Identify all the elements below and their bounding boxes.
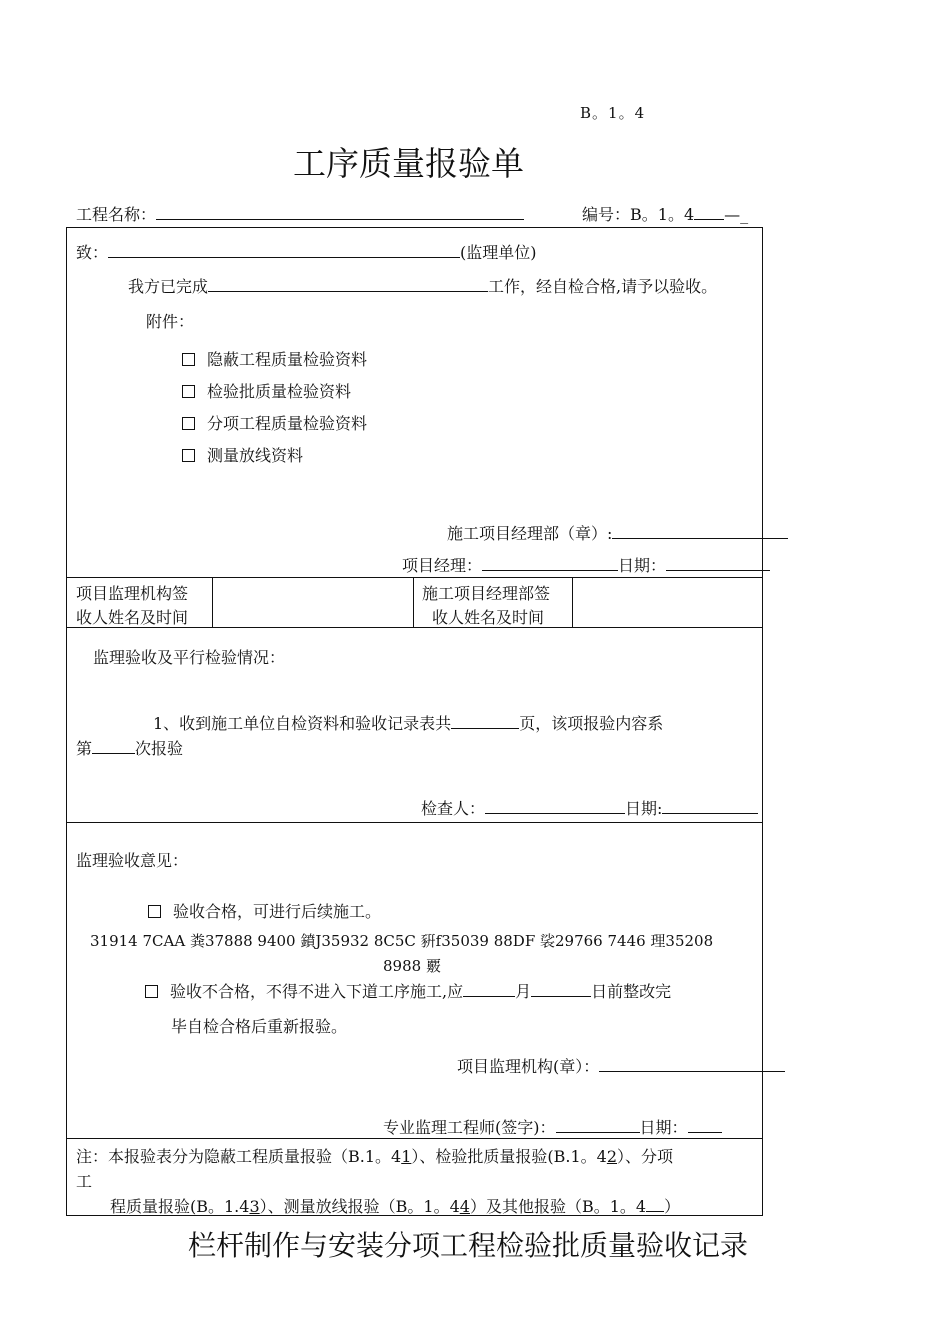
completed-prefix: 我方已完成 — [128, 277, 209, 296]
date-label: 日期： — [639, 1118, 688, 1137]
garbled-text-line2: 8988 覈 — [383, 957, 441, 975]
supervision-sign-label-line1: 项目监理机构签 — [76, 584, 189, 603]
fail-suffix: 日前整改完 — [591, 982, 672, 1001]
completed-row — [128, 274, 717, 297]
day-field[interactable] — [531, 980, 591, 997]
to-label: 致： — [76, 243, 109, 262]
footer-title: 栏杆制作与安装分项工程检验批质量验收记录 — [188, 1229, 749, 1262]
attachment-label: 测量放线资料 — [207, 446, 304, 465]
supervision-sign-label-line2: 收人姓名及时间 — [76, 608, 189, 627]
note-text: ）、测量放线报验（B。1。4 — [259, 1197, 460, 1216]
attachment-label: 隐蔽工程质量检验资料 — [207, 350, 368, 369]
checkbox[interactable] — [182, 449, 195, 462]
fail-prefix: 验收不合格，不得不进入下道工序施工,应 — [170, 982, 464, 1001]
month-field[interactable] — [463, 980, 515, 997]
inspector-field[interactable] — [485, 797, 625, 814]
checkbox[interactable] — [148, 905, 161, 918]
note-text: ） — [664, 1197, 681, 1216]
row-divider-3 — [66, 822, 762, 823]
sign-col-divider-3 — [572, 577, 573, 627]
table-left-border — [66, 227, 67, 1216]
attachment-label: 分项工程质量检验资料 — [207, 414, 368, 433]
note-number: 2 — [606, 1147, 618, 1166]
attachments-label: 附件： — [146, 312, 195, 331]
pass-row — [148, 899, 381, 922]
note-number: 4 — [459, 1197, 470, 1216]
date-field[interactable] — [688, 1116, 722, 1133]
note-text: ）及其他报验（B。1。4 — [469, 1197, 647, 1216]
sign-col-divider-2 — [413, 577, 414, 627]
item1-line2-prefix: 第 — [76, 739, 93, 758]
checkbox[interactable] — [182, 353, 195, 366]
note-text: ）、分项 — [617, 1147, 674, 1166]
other-number-field[interactable] — [646, 1195, 664, 1212]
contractor-sign-label-line1: 施工项目经理部签 — [422, 584, 551, 603]
note-line1 — [76, 1144, 673, 1167]
fail-line2: 毕自检合格后重新报验。 — [171, 1017, 348, 1036]
manager-field[interactable] — [482, 554, 618, 571]
item1-suffix: 页，该项报验内容系 — [519, 714, 664, 733]
inspector-row — [421, 796, 758, 819]
table-top-border — [66, 227, 762, 228]
row-divider-4 — [66, 1138, 762, 1139]
org-seal-row — [457, 1054, 785, 1077]
manager-row — [402, 553, 770, 576]
contractor-sign-field[interactable] — [574, 579, 760, 625]
attachment-item — [182, 347, 367, 370]
project-name-row — [76, 202, 524, 225]
manager-label: 项目经理： — [402, 556, 483, 575]
form-number-tail: _ — [740, 205, 749, 224]
contractor-sign-label-line2: 收人姓名及时间 — [432, 608, 545, 627]
note-number: 3 — [249, 1197, 260, 1216]
inspector-label: 检查人： — [421, 799, 486, 818]
attachment-item — [182, 411, 367, 434]
note-line1-wrap: 工 — [76, 1172, 93, 1191]
note-text: 注：本报验表分为隐蔽工程质量报验（B.1。4 — [76, 1147, 402, 1166]
attachment-item — [182, 443, 303, 466]
engineer-label: 专业监理工程师(签字)： — [383, 1118, 556, 1137]
date-label: 日期： — [618, 556, 667, 575]
dept-seal-label: 施工项目经理部（章）: — [447, 524, 613, 543]
checkbox[interactable] — [182, 385, 195, 398]
form-number-dash: — — [724, 205, 741, 224]
attachment-label: 检验批质量检验资料 — [207, 382, 352, 401]
note-text: 程质量报验(B。1.4 — [110, 1197, 250, 1216]
form-number-label: 编号：B。1。4 — [582, 205, 695, 224]
garbled-text-line1: 31914 7CAA 粪37888 9400 鐼J35932 8C5C 豣f35039 88DF 裟29766 7446 理35208 — [90, 932, 714, 950]
note-number: 1 — [401, 1147, 412, 1166]
row-divider-1 — [66, 577, 762, 578]
pages-field[interactable] — [451, 712, 519, 729]
date-label: 日期: — [625, 799, 663, 818]
date-field[interactable] — [666, 554, 770, 571]
opinion-heading: 监理验收意见： — [76, 851, 189, 870]
project-name-label: 工程名称： — [76, 205, 157, 224]
engineer-row — [383, 1115, 722, 1138]
form-number-row — [582, 202, 748, 225]
org-seal-label: 项目监理机构(章）： — [457, 1057, 600, 1076]
supervision-sign-field[interactable] — [214, 579, 411, 625]
form-title: 工序质量报验单 — [293, 144, 524, 183]
item1-row — [153, 711, 663, 734]
supervision-sign-label — [76, 582, 188, 630]
dept-seal-field[interactable] — [612, 522, 788, 539]
item1-line2-suffix: 次报验 — [135, 739, 184, 758]
dept-seal-row — [447, 521, 788, 544]
inspection-heading: 监理验收及平行检验情况： — [93, 648, 286, 667]
form-code: B。1。4 — [580, 104, 646, 122]
completed-suffix: 工作，经自检合格,请予以验收。 — [488, 277, 718, 296]
checkbox[interactable] — [145, 985, 158, 998]
item1-line2 — [76, 736, 183, 759]
sign-col-divider-1 — [212, 577, 213, 627]
to-row — [76, 240, 537, 263]
checkbox[interactable] — [182, 417, 195, 430]
org-seal-field[interactable] — [599, 1055, 785, 1072]
fail-row — [145, 979, 671, 1002]
times-field[interactable] — [92, 737, 135, 754]
date-field[interactable] — [662, 797, 758, 814]
to-field[interactable] — [108, 241, 460, 258]
attachment-item — [182, 379, 351, 402]
fail-month: 月 — [515, 982, 532, 1001]
supervision-unit-label: (监理单位) — [460, 243, 537, 262]
engineer-field[interactable] — [556, 1116, 640, 1133]
contractor-sign-label — [422, 582, 550, 630]
note-text: ）、检验批质量报验(B.1。4 — [411, 1147, 607, 1166]
note-line2 — [110, 1194, 680, 1217]
item1-prefix: 1、收到施工单位自检资料和验收记录表共 — [153, 714, 452, 733]
completed-work-field[interactable] — [208, 275, 488, 292]
pass-text: 验收合格，可进行后续施工。 — [173, 902, 382, 921]
form-number-field[interactable] — [694, 203, 724, 220]
project-name-field[interactable] — [156, 203, 524, 220]
